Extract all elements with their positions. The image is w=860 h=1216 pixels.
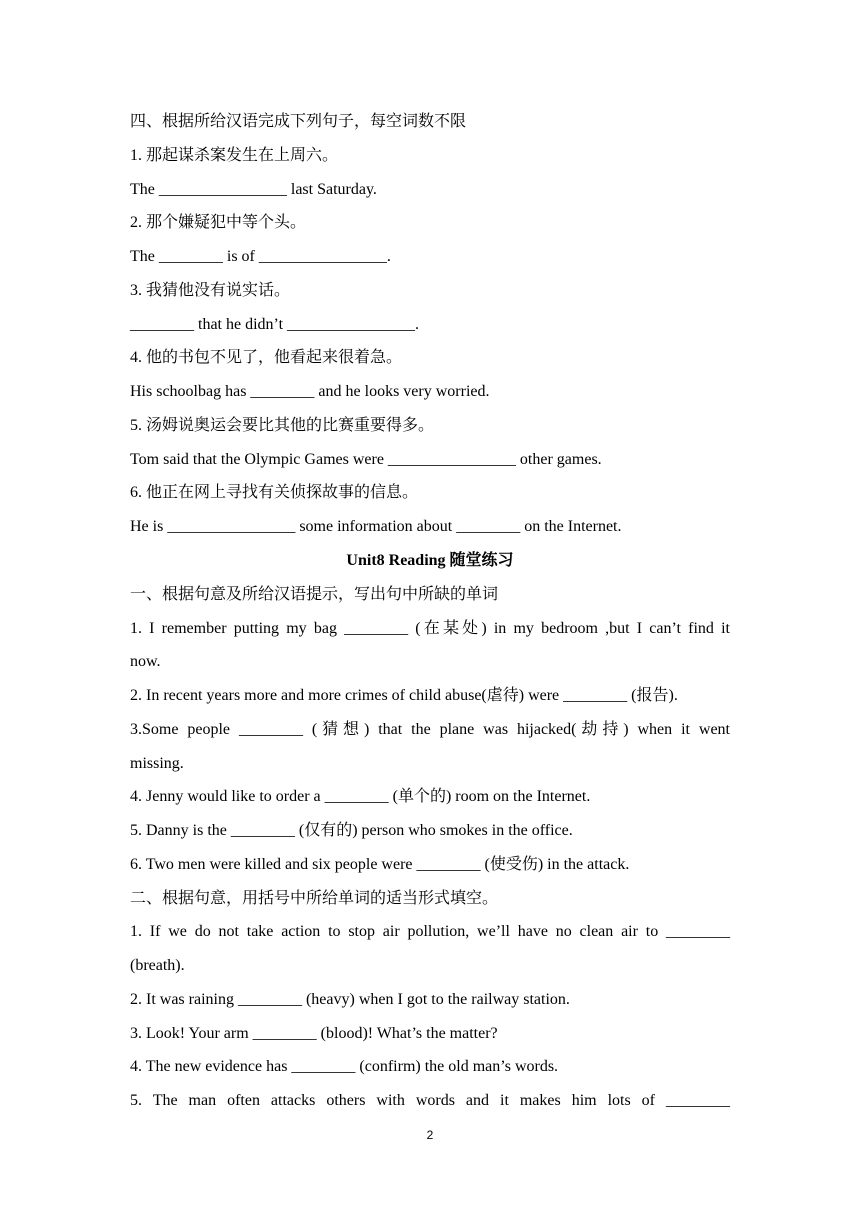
exercise-line: 1. If we do not take action to stop air pollution, we’ll have no clean air to ________ bbox=[130, 923, 730, 940]
question-english: The ________________ last Saturday. bbox=[130, 181, 377, 198]
section-heading: 一、根据句意及所给汉语提示，写出句中所缺的单词 bbox=[130, 586, 499, 603]
exercise-line: now. bbox=[130, 653, 161, 670]
exercise-line: 3.Some people ________ (猜想) that the plane was hijacked(劫持) when it went bbox=[130, 721, 730, 738]
exercise-line: 2. In recent years more and more crimes of child abuse(虐待) were ________ (报告). bbox=[130, 687, 678, 704]
exercise-line: 4. The new evidence has ________ (confirm) the old man’s words. bbox=[130, 1058, 559, 1075]
unit-title: Unit8 Reading 随堂练习 bbox=[346, 552, 514, 569]
question-chinese: 6. 他正在网上寻找有关侦探故事的信息。 bbox=[130, 484, 419, 501]
exercise-line: missing. bbox=[130, 755, 184, 772]
exercise-line: 4. Jenny would like to order a ________ (单个的) room on the Internet. bbox=[130, 788, 591, 805]
question-english: Tom said that the Olympic Games were ________________ other games. bbox=[130, 451, 602, 468]
question-english: The ________ is of ________________. bbox=[130, 248, 391, 265]
question-english: ________ that he didn’t ________________. bbox=[130, 316, 420, 333]
exercise-line: 2. It was raining ________ (heavy) when I got to the railway station. bbox=[130, 991, 570, 1008]
exercise-line: (breath). bbox=[130, 957, 185, 974]
question-chinese: 4. 他的书包不见了，他看起来很着急。 bbox=[130, 349, 403, 366]
question-chinese: 1. 那起谋杀案发生在上周六。 bbox=[130, 147, 339, 164]
exercise-line: 1. I remember putting my bag ________ (在某处) in my bedroom ,but I can’t find it bbox=[130, 620, 730, 637]
page-number: 2 bbox=[426, 1128, 434, 1142]
question-chinese: 2. 那个嫌疑犯中等个头。 bbox=[130, 214, 307, 231]
question-chinese: 3. 我猜他没有说实话。 bbox=[130, 282, 291, 299]
section-heading: 四、根据所给汉语完成下列句子，每空词数不限 bbox=[130, 113, 467, 130]
exercise-line: 6. Two men were killed and six people were ________ (使受伤) in the attack. bbox=[130, 856, 630, 873]
exercise-line: 5. The man often attacks others with words and it makes him lots of ________ bbox=[130, 1092, 730, 1109]
question-english: His schoolbag has ________ and he looks very worried. bbox=[130, 383, 490, 400]
question-english: He is ________________ some information about ________ on the Internet. bbox=[130, 518, 622, 535]
question-chinese: 5. 汤姆说奥运会要比其他的比赛重要得多。 bbox=[130, 417, 435, 434]
section-heading: 二、根据句意，用括号中所给单词的适当形式填空。 bbox=[130, 890, 499, 907]
exercise-line: 3. Look! Your arm ________ (blood)! What’s the matter? bbox=[130, 1025, 498, 1042]
exercise-line: 5. Danny is the ________ (仅有的) person who smokes in the office. bbox=[130, 822, 573, 839]
